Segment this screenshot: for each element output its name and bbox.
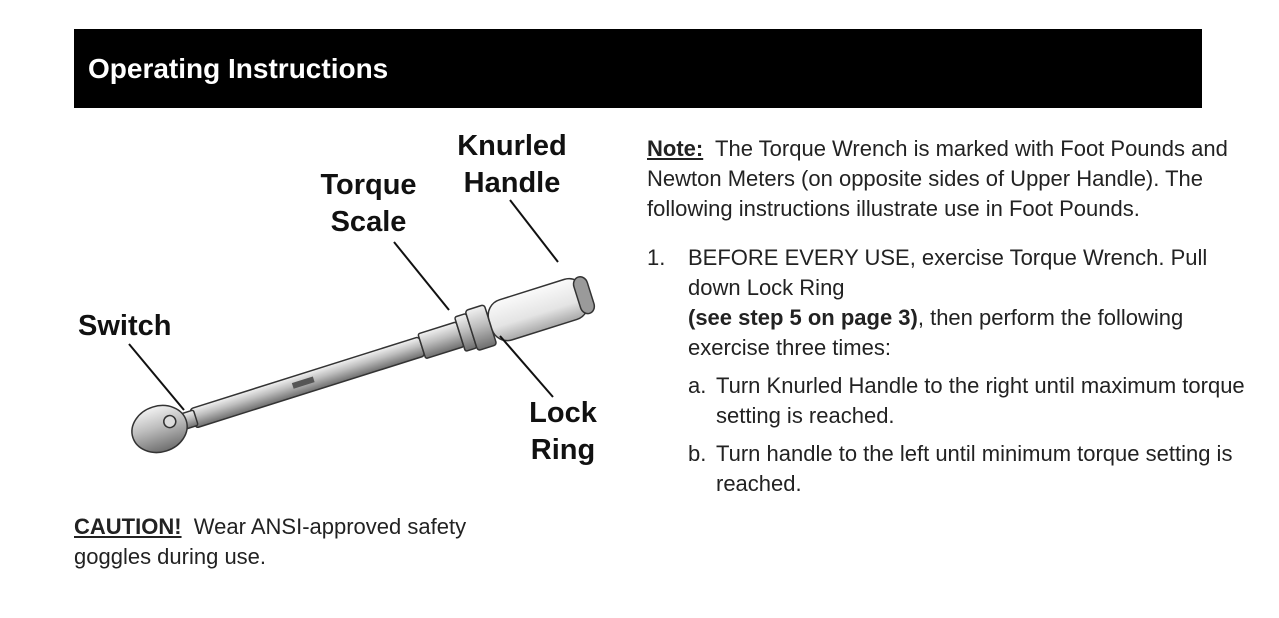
callout-torque-scale-line2: Scale — [330, 206, 407, 238]
note-label: Note: — [647, 136, 704, 161]
step-1-text-before: BEFORE EVERY USE, exercise Torque Wrench. Pull down Lock Ring — [688, 245, 1208, 300]
callout-switch-line: Switch — [78, 310, 172, 342]
section-title: Operating Instructions — [88, 53, 389, 84]
callout-lock-ring-line1: Lock — [529, 397, 597, 429]
callout-lock-ring — [522, 395, 604, 469]
callout-switch — [78, 308, 171, 345]
callout-knurled-handle-line1: Knurled — [457, 130, 567, 162]
step-1-text-after: , then perform the following exercise three times: — [688, 305, 1184, 360]
step-1-body — [688, 243, 1247, 363]
knurled-handle-leader — [510, 200, 558, 262]
step-1-substep-b — [688, 439, 1247, 499]
lock-ring-leader — [500, 336, 553, 397]
callout-torque-scale — [312, 167, 425, 241]
substep-b-text: Turn handle to the left until minimum torque setting is reached. — [716, 441, 1233, 496]
substep-a-text: Turn Knurled Handle to the right until maximum torque setting is reached. — [716, 373, 1245, 428]
torque-scale-tube — [418, 322, 464, 359]
note-paragraph — [647, 134, 1247, 224]
switch-leader — [129, 344, 184, 410]
step-1 — [647, 243, 1247, 499]
caution-text: Wear ANSI-approved safety goggles during use. — [74, 514, 467, 569]
note-text: The Torque Wrench is marked with Foot Pounds and Newton Meters (on opposite sides of Upper Handle). The following instructions illustrate use in Foot Pounds. — [647, 136, 1228, 221]
callout-lock-ring-line2: Ring — [530, 434, 596, 466]
step-1-bold-reference: (see step 5 on page 3) — [688, 305, 918, 330]
step-1-number: 1. — [647, 245, 666, 270]
torque-scale-leader — [394, 242, 449, 310]
substep-b-letter: b. — [688, 441, 707, 466]
callout-knurled-handle — [452, 128, 572, 202]
step-1-substep-a — [688, 371, 1247, 431]
substep-a-letter: a. — [688, 373, 707, 398]
instructions-column — [647, 134, 1247, 499]
caution-label: CAUTION! — [74, 514, 182, 539]
callout-torque-scale-line1: Torque — [320, 169, 417, 201]
caution-block — [74, 512, 494, 572]
callout-knurled-handle-line2: Handle — [463, 167, 561, 199]
